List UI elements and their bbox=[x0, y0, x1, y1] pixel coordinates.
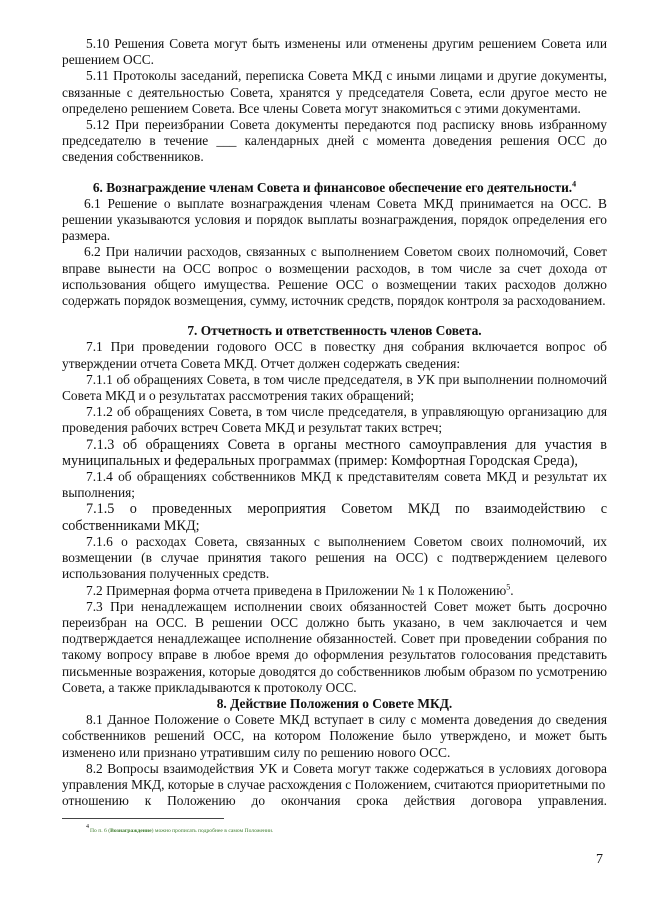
page-number: 7 bbox=[596, 852, 603, 867]
footnote-suffix: ) можно прописать подробнее в самом Положении. bbox=[151, 828, 274, 834]
paragraph-7-1-5-line1: 7.1.5 о проведенных мероприятия Советом МКД по взаимодействию с bbox=[86, 501, 607, 518]
section-heading-6-text: 6. Вознаграждение членам Совета и финансовое обеспечение его деятельности. bbox=[92, 179, 573, 195]
paragraph-7-2 bbox=[62, 583, 607, 599]
footnote-separator bbox=[62, 818, 224, 819]
footnote-ref-5[interactable]: 5 bbox=[506, 582, 511, 592]
footnote-ref-4[interactable]: 4 bbox=[572, 179, 577, 189]
paragraph-6-1: 6.1 Решение о выплате вознаграждения членам Совета МКД принимается на ОСС. В решении указываются условия и порядок выплаты вознаграждения, порядок определения его размера. bbox=[62, 195, 607, 244]
paragraph-5-11: 5.11 Протоколы заседаний, переписка Совета МКД с иными лицами и другие документы, связанные с деятельностью Совета, хранятся у председателя Совета, если другое место не определено решением Совета. Все члены Совета могут знакомиться с этими документами. bbox=[62, 68, 607, 116]
paragraph-7-1-5-line2: собственниками МКД; bbox=[62, 517, 200, 534]
paragraph-8-2: 8.2 Вопросы взаимодействия УК и Совета могут также содержаться в условиях договора управления МКД, которые в случае расхождения с Положением, считаются приоритетными по bbox=[62, 760, 607, 792]
section-heading-6 bbox=[62, 180, 607, 196]
paragraph-7-1: 7.1 При проведении годового ОСС в повестку дня собрания включается вопрос об утверждении отчета Совета МКД. Отчет должен содержать сведения: bbox=[62, 339, 607, 371]
paragraph-6-2: 6.2 При наличии расходов, связанных с выполнением Советом своих полномочий, Совет вправе вынести на ОСС вопрос о возмещении расходов, в том числе за счет дохода от использования общего имущества. Решение ОСС о возмещении таких расходов должно содержать порядок возмещения, сумму, источник средств, порядок контроля за расходованием. bbox=[62, 244, 607, 309]
paragraph-7-3: 7.3 При ненадлежащем исполнении своих обязанностей Совет может быть досрочно переизбран на ОСС. В решении ОСС должно быть указано, в чем заключается и чем подтверждается ненадлежащее исполнение обязанностей. Совет при проведении собрания по такому вопросу вправе в любое время до оформления результатов голосования представить письменные возражения, которые доводятся до собственников любым образом по усмотрению Совета, а также прикладываются к протоколу ОСС. bbox=[62, 598, 607, 695]
section-heading-8: 8. Действие Положения о Совете МКД. bbox=[216, 695, 453, 711]
paragraph-7-1-2: 7.1.2 об обращениях Совета, в том числе председателя, в управляющую организацию для проведения рабочих встреч Совета МКД и результат таких встреч; bbox=[62, 404, 607, 436]
footnote-number: 4 bbox=[86, 824, 89, 830]
footnote-bold: Вознаграждение bbox=[110, 828, 152, 834]
paragraph-7-2-end: . bbox=[510, 582, 514, 598]
paragraph-5-12: 5.12 При переизбрании Совета документы передаются под расписку вновь избранному председателю в течение ___ календарных дней с момента доведения решения ОСС до сведения собственников. bbox=[62, 117, 607, 165]
paragraph-7-1-6: 7.1.6 о расходах Совета, связанных с выполнением Советом своих полномочий, их возмещении (в случае принятия такого решения на ОСС) с подтверждением целевого использования полученных средств. bbox=[62, 533, 607, 582]
paragraph-7-1-1: 7.1.1 об обращениях Совета, в том числе председателя, в УК при выполнении полномочий Совета МКД и о результатах рассмотрения таких обращений; bbox=[62, 371, 607, 404]
paragraph-5-10: 5.10 Решения Совета могут быть изменены или отменены другим решением Совета или решением ОСС. bbox=[62, 36, 607, 68]
paragraph-8-2-last-line: отношению к Положению до окончания срока действия договора управления. bbox=[62, 793, 607, 809]
document-page bbox=[62, 36, 607, 809]
paragraph-7-1-4: 7.1.4 об обращениях собственников МКД к представителям совета МКД и результат их выполнения; bbox=[62, 469, 607, 501]
paragraph-8-1: 8.1 Данное Положение о Совете МКД вступает в силу с момента доведения до сведения собственников решений ОСС, на котором Положение было утверждено, и может быть изменено или признано утратившим силу по решению нового ОСС. bbox=[62, 712, 607, 760]
footnote-4 bbox=[86, 824, 590, 835]
section-heading-7: 7. Отчетность и ответственность членов Совета. bbox=[187, 323, 482, 339]
footnote-prefix: По п. 6 ( bbox=[90, 828, 111, 834]
paragraph-7-2-text: 7.2 Примерная форма отчета приведена в Приложении № 1 к Положению bbox=[86, 582, 507, 598]
paragraph-7-1-3: 7.1.3 об обращениях Совета в органы местного самоуправления для участия в муниципальных и федеральных программах (пример: Комфортная Городская Среда), bbox=[62, 436, 607, 469]
